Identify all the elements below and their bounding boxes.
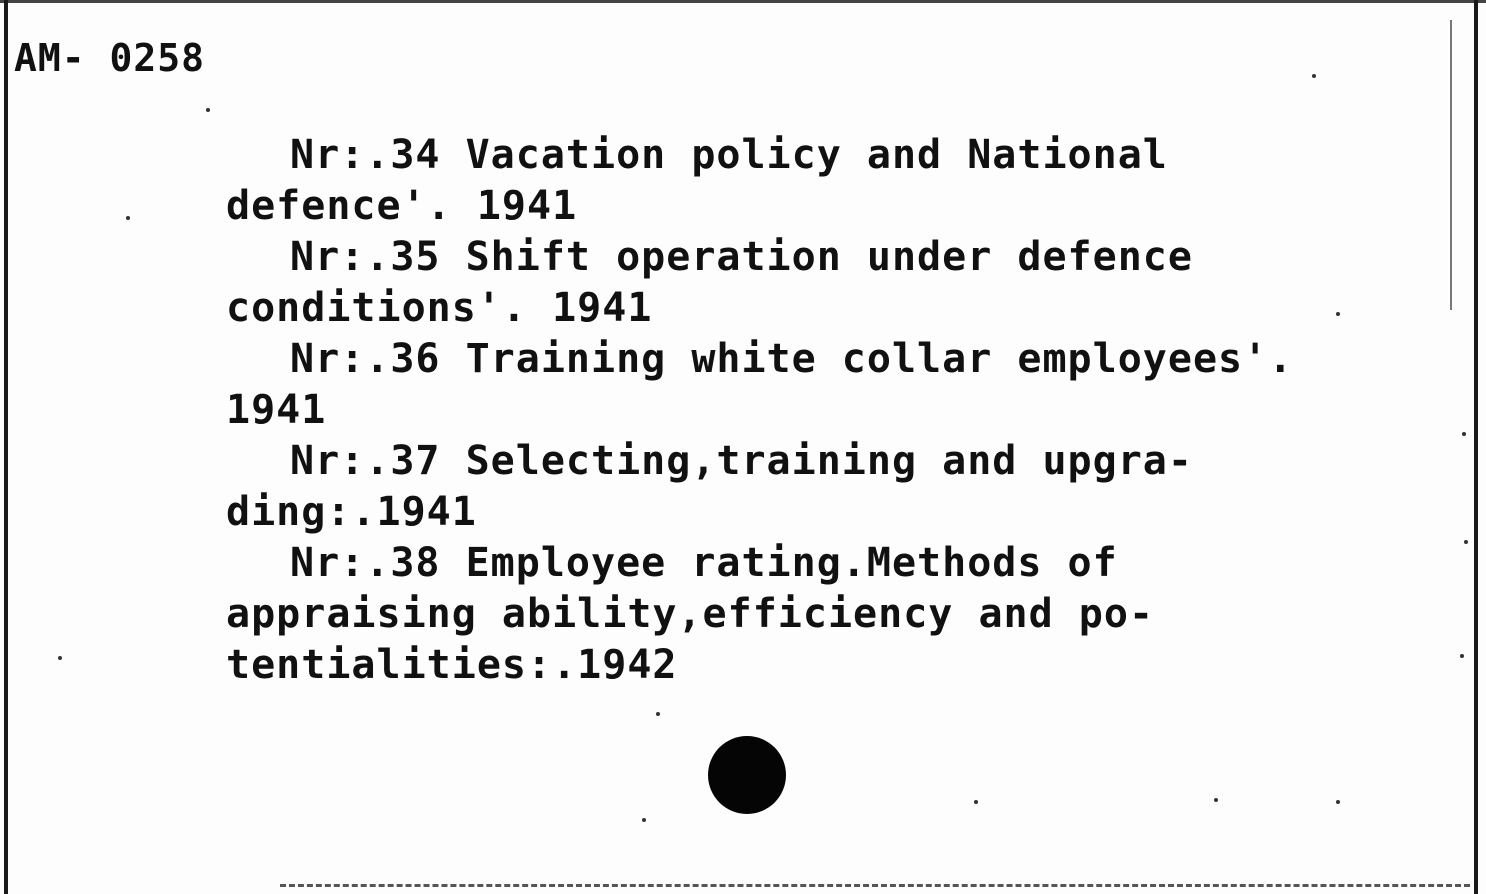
ink-speck	[656, 712, 660, 716]
punch-hole	[708, 736, 786, 814]
ink-speck	[1460, 654, 1464, 658]
ink-speck	[1464, 540, 1468, 544]
entry-line: tentialities:.1942	[226, 642, 678, 688]
entry-line: appraising ability,efficiency and po-	[226, 591, 1155, 637]
entry-line: Nr:.34 Vacation policy and National	[290, 132, 1168, 178]
ink-speck	[1462, 432, 1466, 436]
card-bottom-edge	[280, 884, 1470, 887]
entry-36	[226, 334, 1456, 436]
entry-38	[226, 538, 1456, 691]
ink-speck	[642, 818, 646, 822]
entry-line: Nr:.35 Shift operation under defence	[290, 234, 1193, 280]
entry-line: conditions'. 1941	[226, 285, 653, 331]
entry-line: ding:.1941	[226, 489, 477, 535]
card-left-edge	[4, 0, 8, 894]
entry-35	[226, 232, 1456, 334]
entry-34	[226, 130, 1456, 232]
entry-line: defence'. 1941	[226, 183, 578, 229]
ink-speck	[974, 800, 978, 804]
entry-line: 1941	[226, 387, 327, 433]
entry-list	[226, 130, 1456, 691]
entry-line: Nr:.37 Selecting,training and upgra-	[290, 438, 1193, 484]
entry-37	[226, 436, 1456, 538]
ink-speck	[58, 656, 62, 660]
ink-speck	[1336, 312, 1340, 316]
entry-line: Nr:.36 Training white collar employees'.	[290, 336, 1294, 382]
ink-speck	[206, 108, 210, 112]
ink-speck	[1214, 798, 1218, 802]
ink-speck	[1312, 74, 1316, 78]
ink-speck	[1336, 800, 1340, 804]
entry-line: Nr:.38 Employee rating.Methods of	[290, 540, 1118, 586]
card-right-edge	[1474, 0, 1478, 894]
ink-speck	[126, 216, 130, 220]
call-number: AM- 0258	[14, 36, 206, 80]
card-top-edge	[0, 0, 1486, 3]
